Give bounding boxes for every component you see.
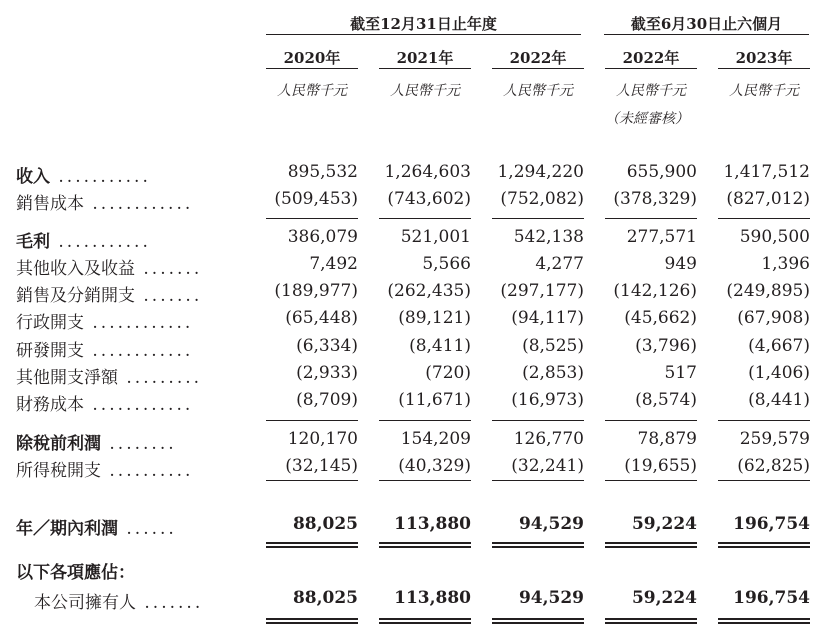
double-underline (266, 546, 358, 548)
cell-selling-expenses-col1: (262,435) (387, 281, 471, 301)
double-underline (718, 622, 810, 624)
cell-rnd-expenses-col1: (8,411) (409, 336, 471, 356)
double-underline (605, 546, 697, 548)
cell-selling-expenses-col3: (142,126) (613, 281, 697, 301)
cell-income-tax-col1: (40,329) (398, 456, 471, 476)
row-label-text: 除稅前利潤 (16, 434, 101, 454)
unit-label-2020: 人民幣千元 (277, 83, 347, 99)
cell-other-expenses-net-col2: (2,853) (522, 363, 584, 383)
cell-revenue-col4: 1,417,512 (723, 162, 810, 182)
cell-rnd-expenses-col4: (4,667) (748, 336, 810, 356)
cell-revenue-col3: 655,900 (626, 162, 697, 182)
row-label-text: 其他開支淨額 (16, 368, 118, 388)
cell-owners-of-company-col3: 59,224 (631, 588, 697, 608)
cell-revenue-col0: 895,532 (287, 162, 358, 182)
group-underline-fiscal-year (266, 34, 581, 35)
cell-admin-expenses-col1: (89,121) (398, 308, 471, 328)
cell-finance-costs-col0: (8,709) (296, 390, 358, 410)
cell-profit-for-period-col0: 88,025 (292, 514, 358, 534)
row-label-profit-before-tax (16, 429, 177, 454)
leader-dots: ............ (84, 194, 194, 214)
leader-dots: ....... (135, 259, 203, 279)
cell-gross-profit-col2: 542,138 (513, 227, 584, 247)
row-label-text: 以下各項應佔： (16, 563, 135, 583)
row-label-profit-for-period (16, 514, 177, 539)
cell-admin-expenses-col2: (94,117) (511, 308, 584, 328)
cell-rnd-expenses-col0: (6,334) (296, 336, 358, 356)
double-underline (379, 622, 471, 624)
cell-gross-profit-col3: 277,571 (626, 227, 697, 247)
double-underline (718, 542, 810, 544)
leader-dots: ........... (50, 232, 151, 252)
cell-cost-of-sales-col0: (509,453) (274, 189, 358, 209)
cell-other-expenses-net-col0: (2,933) (296, 363, 358, 383)
cell-owners-of-company-col1: 113,880 (394, 588, 471, 608)
row-label-text: 毛利 (16, 232, 50, 252)
double-underline (492, 618, 584, 620)
cell-profit-for-period-col4: 196,754 (733, 514, 810, 534)
cell-gross-profit-col4: 590,500 (739, 227, 810, 247)
cell-rnd-expenses-col3: (3,796) (635, 336, 697, 356)
cell-other-income-col2: 4,277 (535, 254, 584, 274)
row-label-text: 所得稅開支 (16, 461, 101, 481)
double-underline (492, 622, 584, 624)
row-label-text: 年／期內利潤 (16, 519, 118, 539)
cell-other-expenses-net-col1: (720) (425, 363, 471, 383)
leader-dots: ......... (118, 368, 203, 388)
cell-gross-profit-col0: 386,079 (287, 227, 358, 247)
cell-income-tax-col3: (19,655) (624, 456, 697, 476)
cell-profit-for-period-col3: 59,224 (631, 514, 697, 534)
cell-revenue-col1: 1,264,603 (384, 162, 471, 182)
leader-dots: ............ (84, 395, 194, 415)
cell-selling-expenses-col0: (189,977) (274, 281, 358, 301)
cell-selling-expenses-col4: (249,895) (726, 281, 810, 301)
double-underline (718, 618, 810, 620)
leader-dots: ....... (136, 593, 204, 613)
row-label-attributable-heading (16, 558, 135, 583)
row-label-selling-expenses (16, 281, 202, 306)
double-underline (379, 546, 471, 548)
cell-profit-before-tax-col0: 120,170 (287, 429, 358, 449)
double-underline (605, 622, 697, 624)
cell-finance-costs-col2: (16,973) (511, 390, 584, 410)
double-underline (718, 546, 810, 548)
row-label-finance-costs (16, 390, 193, 415)
cell-cost-of-sales-col2: (752,082) (500, 189, 584, 209)
year-header-2022: 2022年 (509, 49, 567, 67)
year-header-2021: 2021年 (396, 49, 454, 67)
cell-admin-expenses-col4: (67,908) (737, 308, 810, 328)
cell-income-tax-col4: (62,825) (737, 456, 810, 476)
year-header-2020: 2020年 (283, 49, 341, 67)
cell-other-income-col1: 5,566 (422, 254, 471, 274)
leader-dots: ........ (101, 434, 177, 454)
leader-dots: ............ (84, 341, 194, 361)
cell-admin-expenses-col3: (45,662) (624, 308, 697, 328)
leader-dots: .......... (101, 461, 194, 481)
cell-profit-before-tax-col1: 154,209 (400, 429, 471, 449)
row-label-text: 本公司擁有人 (34, 593, 136, 613)
year-header-2023-interim: 2023年 (735, 49, 793, 67)
cell-profit-before-tax-col4: 259,579 (739, 429, 810, 449)
row-label-text: 財務成本 (16, 395, 84, 415)
double-underline (379, 542, 471, 544)
cell-income-tax-col2: (32,241) (511, 456, 584, 476)
unit-label-2023-interim: 人民幣千元 (729, 83, 799, 99)
cell-rnd-expenses-col2: (8,525) (522, 336, 584, 356)
cell-cost-of-sales-col1: (743,602) (387, 189, 471, 209)
cell-profit-before-tax-col2: 126,770 (513, 429, 584, 449)
leader-dots: ...... (118, 519, 177, 539)
double-underline (492, 542, 584, 544)
double-underline (379, 618, 471, 620)
row-label-income-tax (16, 456, 193, 481)
leader-dots: ....... (135, 286, 203, 306)
double-underline (492, 546, 584, 548)
unit-label-2022-interim: 人民幣千元 (616, 83, 686, 99)
cell-other-expenses-net-col4: (1,406) (748, 363, 810, 383)
row-label-other-expenses-net (16, 363, 202, 388)
unaudited-label: （未經審核） (605, 111, 689, 127)
row-label-text: 銷售及分銷開支 (16, 286, 135, 306)
cell-profit-for-period-col2: 94,529 (518, 514, 584, 534)
double-underline (266, 618, 358, 620)
cell-profit-for-period-col1: 113,880 (394, 514, 471, 534)
cell-other-income-col4: 1,396 (761, 254, 810, 274)
cell-finance-costs-col4: (8,441) (748, 390, 810, 410)
cell-finance-costs-col1: (11,671) (398, 390, 471, 410)
row-label-gross-profit (16, 227, 151, 252)
cell-selling-expenses-col2: (297,177) (500, 281, 584, 301)
row-label-owners-of-company (34, 588, 203, 613)
row-label-text: 其他收入及收益 (16, 259, 135, 279)
double-underline (266, 622, 358, 624)
cell-finance-costs-col3: (8,574) (635, 390, 697, 410)
cell-owners-of-company-col2: 94,529 (518, 588, 584, 608)
double-underline (605, 542, 697, 544)
cell-income-tax-col0: (32,145) (285, 456, 358, 476)
row-label-other-income (16, 254, 202, 279)
cell-other-income-col0: 7,492 (309, 254, 358, 274)
year-header-2022-interim: 2022年 (622, 49, 680, 67)
cell-cost-of-sales-col4: (827,012) (726, 189, 810, 209)
leader-dots: ............ (84, 313, 194, 333)
row-label-text: 收入 (16, 167, 50, 187)
unit-label-2022: 人民幣千元 (503, 83, 573, 99)
row-label-rnd-expenses (16, 336, 193, 361)
double-underline (266, 542, 358, 544)
group-underline-six-months (604, 34, 809, 35)
group-header-fiscal-year: 截至12月31日止年度 (350, 15, 497, 33)
group-header-six-months: 截至6月30日止六個月 (630, 15, 783, 33)
double-underline (605, 618, 697, 620)
cell-other-income-col3: 949 (664, 254, 697, 274)
row-label-admin-expenses (16, 308, 193, 333)
leader-dots: ........... (50, 167, 151, 187)
cell-admin-expenses-col0: (65,448) (285, 308, 358, 328)
unit-label-2021: 人民幣千元 (390, 83, 460, 99)
cell-revenue-col2: 1,294,220 (497, 162, 584, 182)
cell-cost-of-sales-col3: (378,329) (613, 189, 697, 209)
row-label-cost-of-sales (16, 189, 193, 214)
row-label-text: 銷售成本 (16, 194, 84, 214)
cell-gross-profit-col1: 521,001 (400, 227, 471, 247)
cell-other-expenses-net-col3: 517 (664, 363, 697, 383)
cell-profit-before-tax-col3: 78,879 (637, 429, 697, 449)
row-label-text: 研發開支 (16, 341, 84, 361)
cell-owners-of-company-col4: 196,754 (733, 588, 810, 608)
row-label-revenue (16, 162, 151, 187)
cell-owners-of-company-col0: 88,025 (292, 588, 358, 608)
row-label-text: 行政開支 (16, 313, 84, 333)
